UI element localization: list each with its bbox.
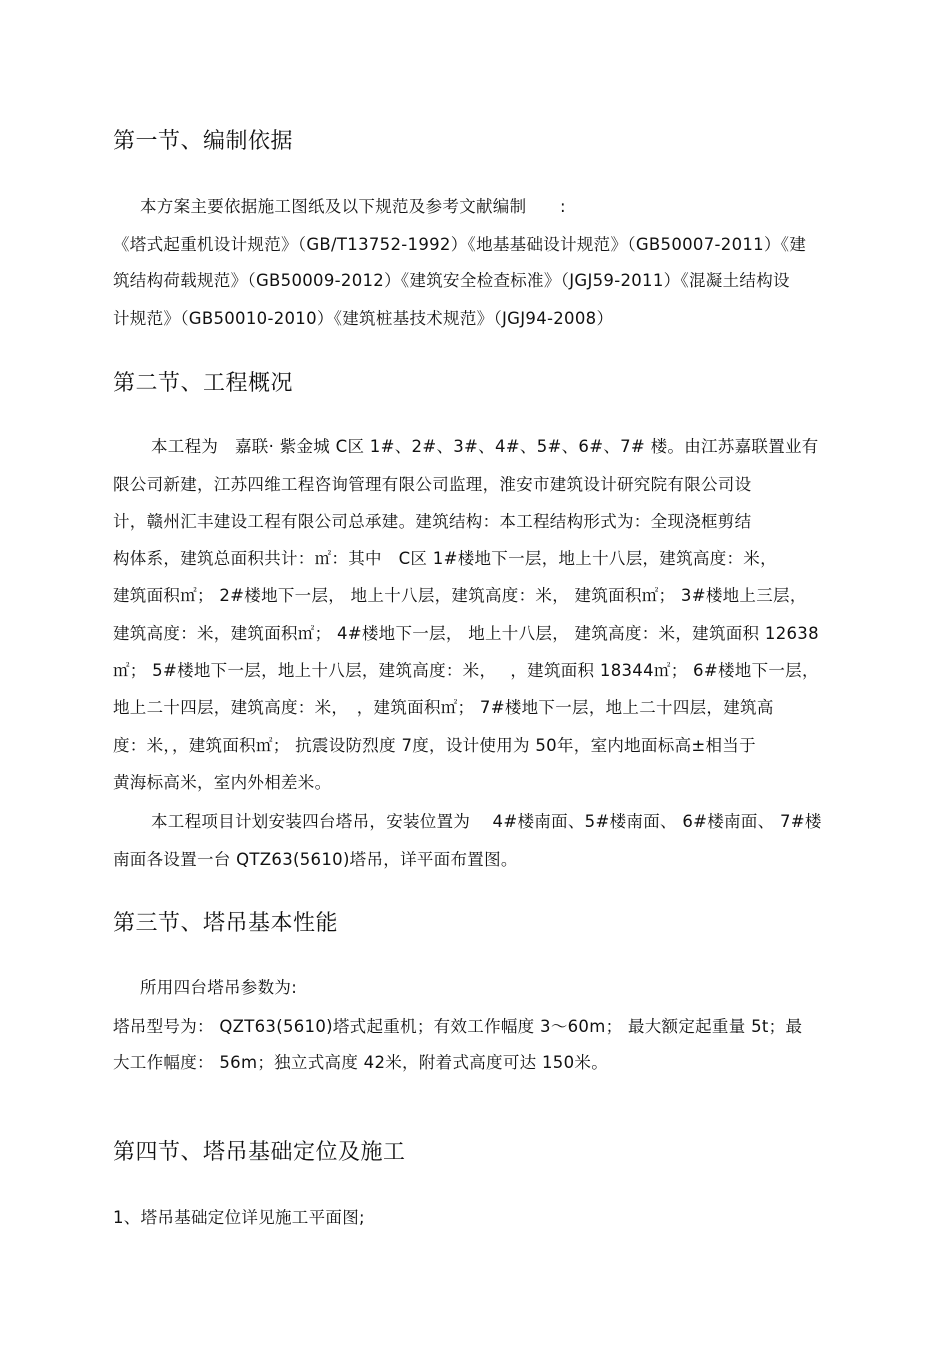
- section1-line: 本方案主要依据施工图纸及以下规范及参考文献编制 :: [140, 197, 566, 216]
- section1-line: 筑结构荷载规范》（GB50009-2012）《建筑安全检查标准》（JGJ59-2011）《混凝土结构设: [113, 271, 790, 290]
- section3-heading: 第三节、塔吊基本性能: [113, 911, 339, 936]
- section2-line: 构体系，建筑总面积共计：㎡：其中 C区 1#楼地下一层，地上十八层，建筑高度：米，: [113, 549, 777, 568]
- section2-line: 度：米，，建筑面积㎡； 抗震设防烈度 7度，设计使用为 50年，室内地面标高±相当于: [113, 736, 756, 755]
- section2-line: 地上二十四层，建筑高度：米， ，建筑面积㎡； 7#楼地下一层，地上二十四层，建筑高: [113, 698, 774, 717]
- section2-heading: 第二节、工程概况: [113, 371, 294, 396]
- section2-line: 计，赣州汇丰建设工程有限公司总承建。建筑结构：本工程结构形式为：全现浇框剪结: [113, 512, 752, 531]
- section3-line: 所用四台塔吊参数为:: [140, 978, 298, 997]
- section2-line: 建筑高度：米，建筑面积㎡； 4#楼地下一层， 地上十八层， 建筑高度：米，建筑面积 12638: [113, 624, 819, 643]
- section3-line: 塔吊型号为： QZT63(5610)塔式起重机；有效工作幅度 3～60m； 最大额定起重量 5t；最: [113, 1017, 803, 1036]
- section3-line: 大工作幅度： 56m；独立式高度 42米，附着式高度可达 150米。: [113, 1053, 608, 1072]
- section2-line: ㎡； 5#楼地下一层，地上十八层，建筑高度：米， ，建筑面积 18344㎡； 6#楼地下一层，: [113, 661, 819, 680]
- section2-line: 限公司新建，江苏四维工程咨询管理有限公司监理，淮安市建筑设计研究院有限公司设: [113, 475, 752, 494]
- section1-line: 《塔式起重机设计规范》（GB/T13752-1992）《地基基础设计规范》（GB50007-2011）《建: [113, 235, 807, 254]
- section2-line: 南面各设置一台 QTZ63(5610)塔吊，详平面布置图。: [113, 850, 518, 869]
- section1-line: 计规范》（GB50010-2010）《建筑桩基技术规范》（JGJ94-2008）: [113, 309, 614, 328]
- section4-line: 1、塔吊基础定位详见施工平面图;: [113, 1208, 365, 1227]
- section2-line: 本工程为 嘉联· 紫金城 C区 1#、2#、3#、4#、5#、6#、7# 楼。由江苏嘉联置业有: [151, 437, 819, 456]
- section2-line: 建筑面积㎡； 2#楼地下一层， 地上十八层，建筑高度：米， 建筑面积㎡； 3#楼地上三层，: [113, 586, 807, 605]
- section4-heading: 第四节、塔吊基础定位及施工: [113, 1140, 406, 1165]
- section2-line: 黄海标高米，室内外相差米。: [113, 773, 332, 792]
- section1-heading: 第一节、编制依据: [113, 129, 294, 154]
- section2-line: 本工程项目计划安装四台塔吊，安装位置为 4#楼南面、5#楼南面、 6#楼南面、 7#楼: [151, 812, 822, 831]
